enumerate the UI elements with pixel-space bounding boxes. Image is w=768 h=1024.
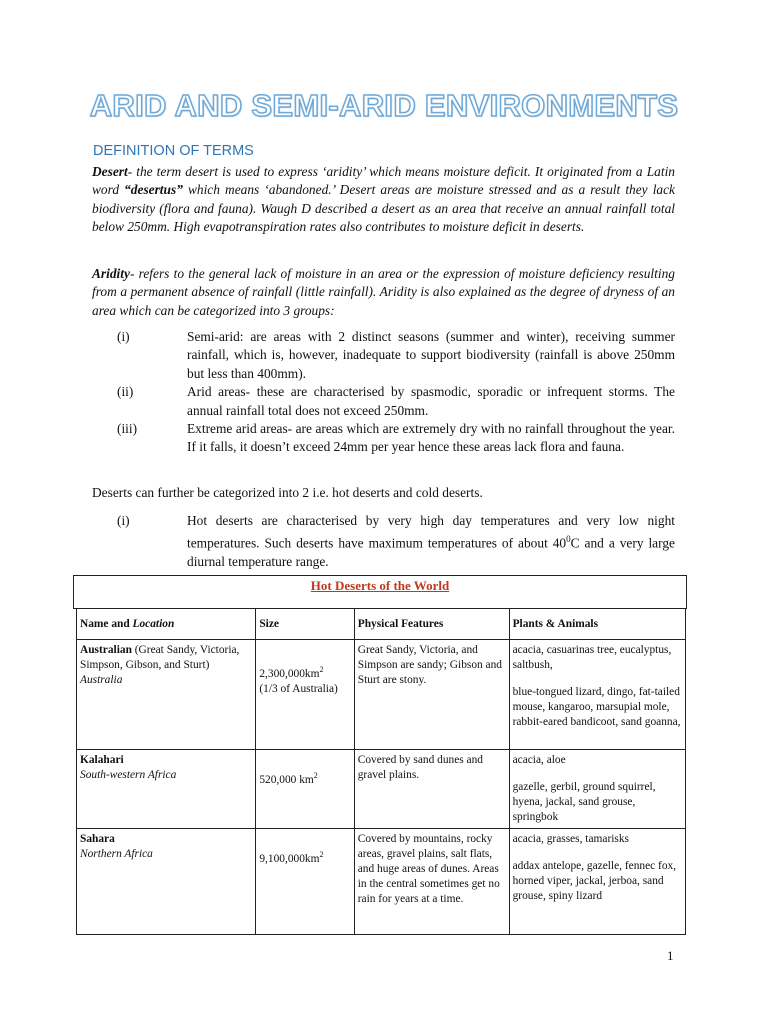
list-item	[92, 328, 675, 383]
hot-deserts-table	[76, 608, 686, 935]
desert-location: Australia	[80, 674, 123, 686]
aridity-definition	[92, 265, 675, 320]
list-text: Extreme arid areas- are areas which are extremely dry with no rainfall throughout the year. If it falls, it doesn’t exceed 24mm per year hence these areas lack flora and fauna.	[187, 421, 675, 455]
hot-deserts-text-a: Hot deserts are characterised by very high day temperatures and very low night temperatures. Such deserts have maximum temperatures of about 40	[187, 513, 675, 551]
degree-sup: 0	[566, 534, 571, 545]
plants: acacia, aloe	[512, 754, 566, 766]
term-aridity: Aridity	[92, 266, 130, 281]
list-text: Arid areas- these are characterised by spasmodic, sporadic or infrequent storms. The annual rainfall total does not exceed 250mm.	[187, 384, 675, 418]
desert-types-list	[92, 512, 675, 572]
desert-location: Northern Africa	[80, 848, 153, 860]
list-text: Semi-arid: are areas with 2 distinct seasons (summer and winter), receiving summer rainfall, which is, however, inadequate to support biodiversity (rainfall is above 250mm but less than 400mm).	[187, 329, 675, 381]
header-size: Size	[256, 609, 354, 640]
desert-size: 520,000 km	[259, 773, 314, 786]
desert-text-b: which means ‘abandoned.’ Desert areas are moisture stressed and as a result they lack biodiversity (flora and fauna). Waugh D described a desert as an area that receive an annual rainfall total below 250mm. High evapotranspiration rates also contributes to moisture deficit in deserts.	[92, 182, 675, 235]
table-row	[77, 750, 686, 829]
list-number: (iii)	[117, 421, 138, 437]
size-sup: 2	[313, 771, 318, 780]
size-note: (1/3 of Australia)	[259, 682, 338, 695]
list-item	[92, 512, 675, 572]
animals: gazelle, gerbil, ground squirrel, hyena, jackal, sand grouse, springbok	[512, 781, 656, 823]
animals: blue-tongued lizard, dingo, fat-tailed mouse, kangaroo, marsupial mole, rabbit-eared bandicoot, sand goanna,	[512, 686, 681, 728]
size-sup: 2	[319, 850, 324, 859]
list-number: (ii)	[117, 384, 134, 400]
page-title: ARID AND SEMI-ARID ENVIRONMENTS	[89, 88, 679, 123]
header-name: Name and	[80, 617, 133, 630]
desert-definition	[92, 163, 675, 237]
plants: acacia, grasses, tamarisks	[512, 833, 629, 845]
header-name-location	[77, 609, 256, 640]
cell-size	[256, 640, 354, 750]
header-plants-animals: Plants & Animals	[509, 609, 685, 640]
cell-plants-animals	[509, 640, 685, 750]
deserts-intro: Deserts can further be categorized into 2 i.e. hot deserts and cold deserts.	[92, 485, 483, 500]
animals: addax antelope, gazelle, fennec fox, horned viper, jackal, jerboa, sand grouse, spiny lizard	[512, 860, 677, 902]
cell-size	[256, 750, 354, 829]
cell-plants-animals	[509, 829, 685, 935]
cell-name-location	[77, 750, 256, 829]
section-heading: DEFINITION OF TERMS	[93, 143, 254, 159]
cell-name-location	[77, 640, 256, 750]
list-item	[92, 383, 675, 420]
aridity-text: - refers to the general lack of moisture in an area or the expression of moisture deficiency resulting from a permanent absence of rainfall (little rainfall). Aridity is also explained as the degree of dryness of an area which can be categorized into 3 groups:	[92, 266, 675, 318]
desert-name: Sahara	[80, 833, 115, 845]
desert-location: South-western Africa	[80, 769, 177, 781]
list-number: (i)	[117, 329, 130, 344]
desert-name: Kalahari	[80, 754, 124, 766]
page-number: 1	[667, 948, 674, 963]
cell-name-location	[77, 829, 256, 935]
desert-size: 9,100,000km	[259, 852, 320, 865]
table-caption-box	[73, 575, 687, 609]
desert-name: Australian	[80, 644, 132, 656]
desert-size: 2,300,000km	[259, 667, 320, 680]
desert-name-extra: (Great Sandy, Victoria, Simpson, Gibson, and Sturt)	[80, 644, 240, 671]
table-row	[77, 640, 686, 750]
table-header-row	[77, 609, 686, 640]
table-caption: Hot Deserts of the World	[310, 578, 450, 593]
header-location: Location	[132, 617, 175, 630]
hot-deserts-text-b: C and a very large diurnal temperature range.	[187, 535, 675, 570]
term-desertus: “desertus”	[124, 182, 183, 198]
plants: acacia, casuarinas tree, eucalyptus, saltbush,	[512, 644, 672, 671]
size-sup: 2	[319, 665, 324, 674]
desert-text-a: - the term desert is used to express ‘aridity’ which means moisture deficit. It originated from a Latin word	[92, 164, 675, 198]
list-item	[92, 420, 675, 457]
cell-features: Covered by sand dunes and gravel plains.	[354, 750, 509, 829]
list-number: (i)	[117, 513, 130, 528]
cell-features: Covered by mountains, rocky areas, gravel plains, salt flats, and huge areas of dunes. Areas in the central sometimes get no rain for years at a time.	[354, 829, 509, 935]
cell-size	[256, 829, 354, 935]
list-text	[187, 512, 675, 572]
cell-plants-animals	[509, 750, 685, 829]
term-desert: Desert	[92, 164, 128, 179]
cell-features: Great Sandy, Victoria, and Simpson are sandy; Gibson and Sturt are stony.	[354, 640, 509, 750]
header-features: Physical Features	[354, 609, 509, 640]
table-row	[77, 829, 686, 935]
aridity-groups-list	[92, 328, 675, 457]
